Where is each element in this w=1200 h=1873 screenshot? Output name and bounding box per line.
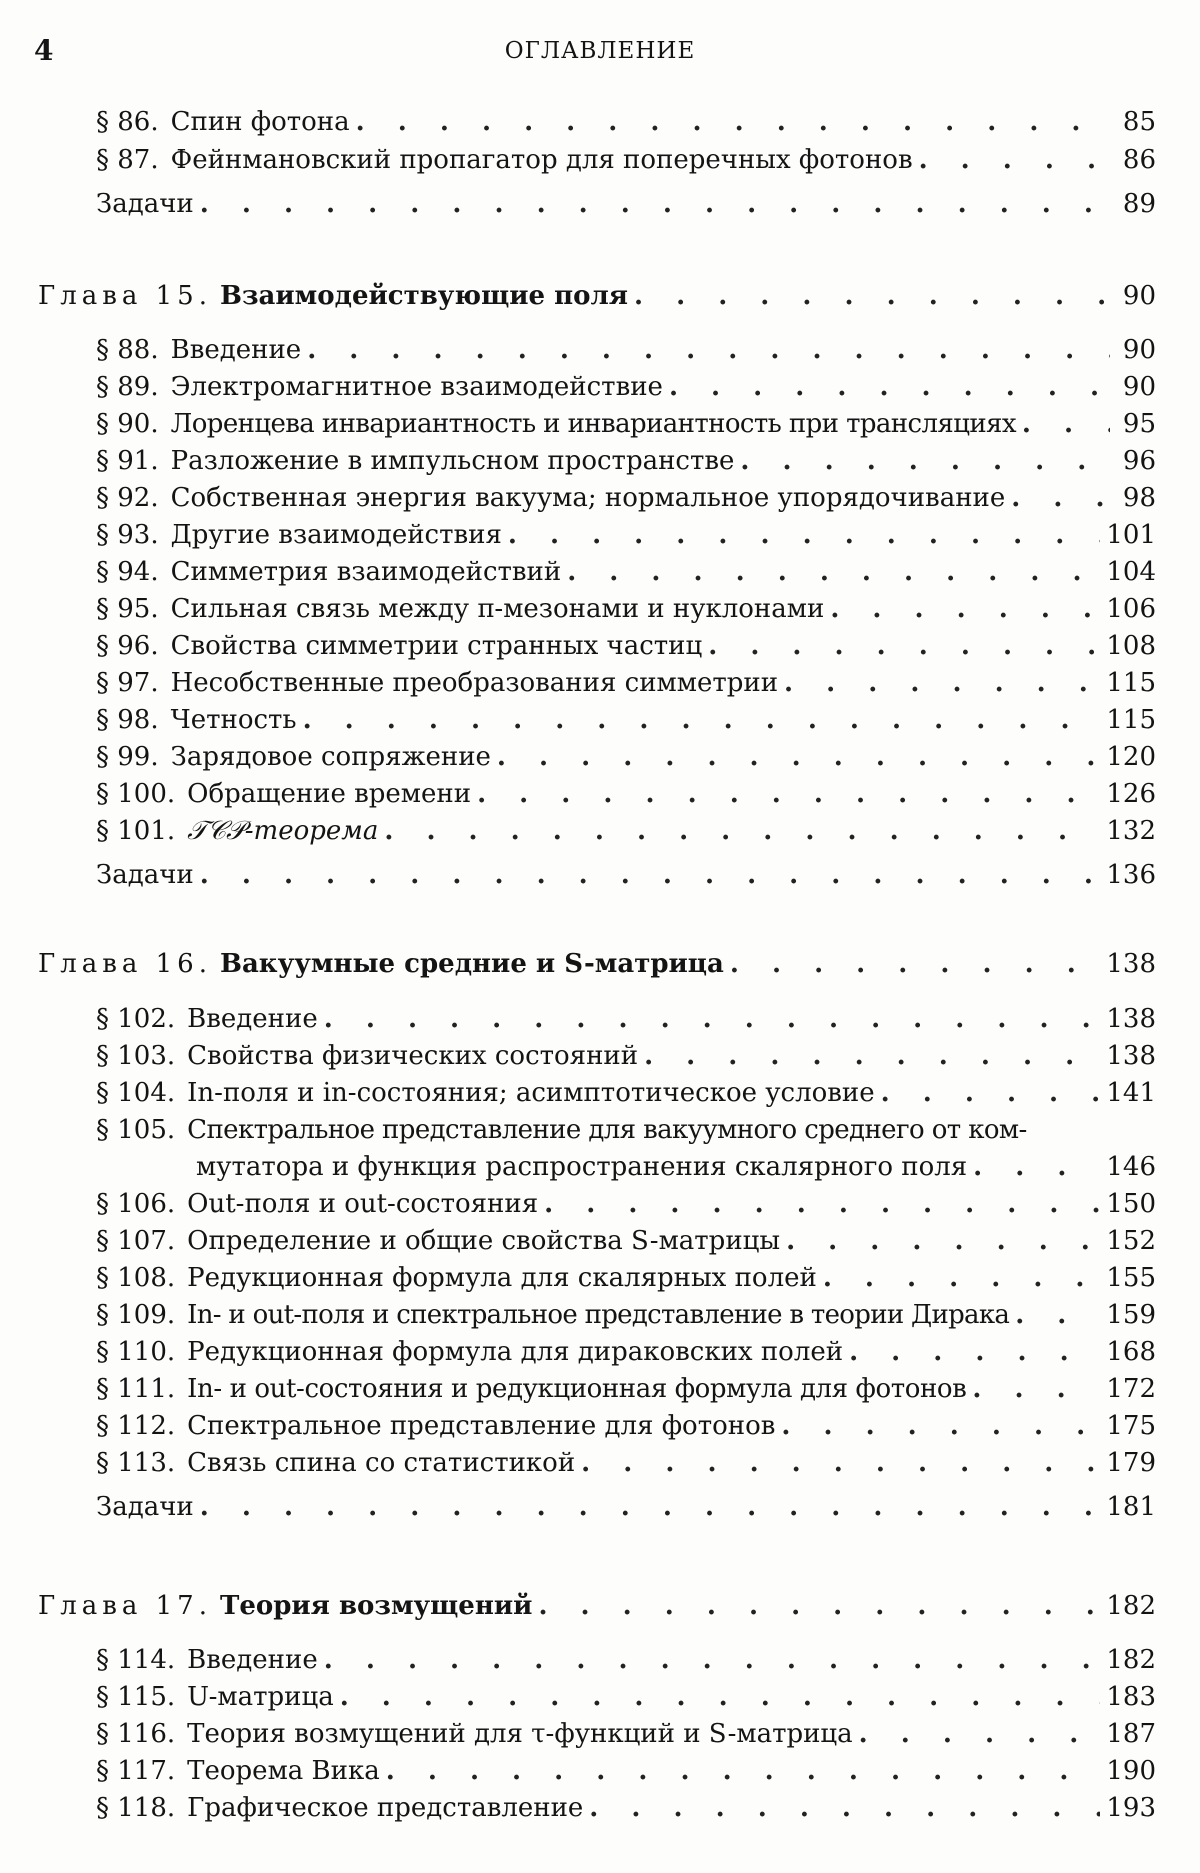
dot-leader — [919, 144, 1110, 176]
dot-leader — [786, 1225, 1100, 1257]
section-number: § 93. — [96, 520, 159, 550]
toc-entry[interactable] — [96, 1447, 1156, 1479]
section-title: Спектральное представление для фотонов — [187, 1411, 776, 1441]
dot-leader — [669, 371, 1110, 403]
dot-leader — [340, 1681, 1101, 1713]
problems-title: Задачи — [96, 860, 194, 890]
toc-entry[interactable] — [96, 445, 1156, 477]
toc-chapter-heading[interactable] — [38, 280, 1156, 312]
dot-leader — [730, 948, 1101, 980]
section-title: Разложение в импульсном пространстве — [170, 446, 735, 476]
section-number: § 91. — [96, 446, 159, 476]
toc-entry[interactable] — [96, 630, 1156, 662]
dot-leader — [307, 334, 1110, 366]
page-ref: 104 — [1106, 557, 1156, 587]
section-number: § 96. — [96, 631, 159, 661]
page-ref: 138 — [1106, 949, 1156, 979]
dot-leader — [303, 704, 1101, 736]
page-ref: 120 — [1106, 742, 1156, 772]
page-ref: 152 — [1106, 1226, 1156, 1256]
problems-title: Задачи — [96, 1492, 194, 1522]
toc-entry[interactable] — [96, 1410, 1156, 1442]
section-title: Зарядовое сопряжение — [170, 742, 491, 772]
page-ref: 101 — [1106, 520, 1156, 550]
section-title: Спектральное представление для вакуумного среднего от ком- — [187, 1115, 1027, 1145]
section-number: § 106. — [96, 1189, 176, 1219]
dot-leader — [849, 1336, 1100, 1368]
toc-entry[interactable] — [96, 741, 1156, 773]
section-number: § 108. — [96, 1263, 176, 1293]
page-ref: 159 — [1106, 1300, 1156, 1330]
section-number: § 114. — [96, 1645, 176, 1675]
toc-entry[interactable] — [96, 815, 1156, 847]
section-number: § 101. — [96, 816, 176, 846]
section-title: Собственная энергия вакуума; нормальное упорядочивание — [170, 483, 1006, 513]
section-title: Теорема Вика — [187, 1756, 380, 1786]
toc-entry[interactable] — [96, 704, 1156, 736]
dot-leader — [200, 188, 1110, 220]
section-title: Несобственные преобразования симметрии — [170, 668, 779, 698]
page-ref: 106 — [1106, 594, 1156, 624]
dot-leader — [634, 280, 1110, 312]
toc-entry[interactable] — [96, 1188, 1156, 1220]
section-number: § 89. — [96, 372, 159, 402]
section-title: U-матрица — [187, 1682, 334, 1712]
toc-entry-continuation[interactable] — [96, 1151, 1156, 1183]
section-title: In- и out-поля и спектральное представление в теории Дирака — [187, 1300, 1010, 1330]
section-title: Введение — [187, 1645, 318, 1675]
page-ref: 175 — [1106, 1411, 1156, 1441]
dot-leader — [200, 859, 1101, 891]
page-ref: 95 — [1122, 409, 1156, 439]
page-ref: 138 — [1106, 1041, 1156, 1071]
chapter-title: Вакуумные средние и S-матрица — [219, 949, 724, 979]
dot-leader — [538, 1590, 1100, 1622]
section-number: § 88. — [96, 335, 159, 365]
page-ref: 179 — [1106, 1448, 1156, 1478]
section-number: § 86. — [96, 107, 159, 137]
page-ref: 183 — [1106, 1682, 1156, 1712]
chapter-title: Теория возмущений — [219, 1591, 533, 1621]
toc-entry[interactable] — [96, 593, 1156, 625]
page-ref: 168 — [1106, 1337, 1156, 1367]
section-title: Другие взаимодействия — [170, 520, 502, 550]
section-number: § 113. — [96, 1448, 176, 1478]
section-title: Связь спина со статистикой — [187, 1448, 576, 1478]
dot-leader — [544, 1188, 1100, 1220]
section-title: Обращение времени — [187, 779, 472, 809]
dot-leader — [781, 1410, 1100, 1442]
section-number: § 117. — [96, 1756, 176, 1786]
page-ref: 187 — [1106, 1719, 1156, 1749]
section-number: § 87. — [96, 145, 159, 175]
dot-leader — [508, 519, 1100, 551]
toc-entry[interactable] — [96, 1077, 1156, 1109]
section-title: Симметрия взаимодействий — [170, 557, 562, 587]
chapter-title: Взаимодействующие поля — [219, 281, 628, 311]
section-title: Фейнмановский пропагатор для поперечных фотонов — [170, 145, 913, 175]
dot-leader — [740, 445, 1110, 477]
section-number: § 97. — [96, 668, 159, 698]
toc-entry[interactable] — [96, 144, 1156, 176]
page-number: 4 — [34, 34, 54, 67]
page-ref: 115 — [1106, 668, 1156, 698]
page-ref: 90 — [1122, 335, 1156, 365]
section-title: Теория возмущений для τ-функций и S-матрица — [187, 1719, 853, 1749]
section-number: § 99. — [96, 742, 159, 772]
section-title: Свойства симметрии странных частиц — [170, 631, 703, 661]
section-title: Электромагнитное взаимодействие — [170, 372, 663, 402]
toc-entry[interactable] — [96, 334, 1156, 366]
section-number: § 110. — [96, 1337, 176, 1367]
page-ref: 90 — [1122, 372, 1156, 402]
page-ref: 90 — [1122, 281, 1156, 311]
section-title: In-поля и in-состояния; асимптотическое условие — [187, 1078, 875, 1108]
section-title: Графическое представление — [187, 1793, 584, 1823]
section-title: Редукционная формула для дираковских полей — [187, 1337, 844, 1367]
page-ref: 138 — [1106, 1004, 1156, 1034]
page-ref: 141 — [1106, 1078, 1156, 1108]
chapter-label: Глава 16. — [38, 949, 212, 979]
section-title: Свойства физических состояний — [187, 1041, 639, 1071]
toc-entry[interactable] — [96, 1336, 1156, 1368]
toc-entry[interactable] — [96, 1792, 1156, 1824]
toc-chapter-heading[interactable] — [38, 948, 1156, 980]
dot-leader — [830, 593, 1100, 625]
toc-entry[interactable] — [96, 1262, 1156, 1294]
toc-entry[interactable] — [96, 1373, 1156, 1405]
page-ref: 146 — [1106, 1152, 1156, 1182]
dot-leader — [324, 1644, 1101, 1676]
page-ref: 108 — [1106, 631, 1156, 661]
section-number: § 115. — [96, 1682, 176, 1712]
section-title: Сильная связь между π-мезонами и нуклонами — [170, 594, 825, 624]
page-ref: 86 — [1122, 145, 1156, 175]
section-number: § 111. — [96, 1374, 176, 1404]
toc-entry[interactable] — [96, 1718, 1156, 1750]
dot-leader — [386, 1755, 1101, 1787]
dot-leader — [200, 1491, 1101, 1523]
toc-entry[interactable] — [96, 1299, 1156, 1331]
page-ref: 89 — [1122, 189, 1156, 219]
dot-leader — [859, 1718, 1101, 1750]
toc-entry[interactable] — [96, 106, 1156, 138]
dot-leader — [567, 556, 1100, 588]
chapter-label: Глава 15. — [38, 281, 212, 311]
page-ref: 181 — [1106, 1492, 1156, 1522]
section-number: § 92. — [96, 483, 159, 513]
section-title: 𝒯𝒞𝒫-теорема — [187, 816, 379, 846]
toc-problems-entry[interactable] — [96, 188, 1156, 220]
section-title: Введение — [187, 1004, 318, 1034]
section-title: Определение и общие свойства S-матрицы — [187, 1226, 781, 1256]
page-ref: 190 — [1106, 1756, 1156, 1786]
toc-entry[interactable] — [96, 1225, 1156, 1257]
problems-title: Задачи — [96, 189, 194, 219]
toc-entry[interactable] — [96, 1755, 1156, 1787]
dot-leader — [972, 1373, 1100, 1405]
toc-entry[interactable] — [96, 1003, 1156, 1035]
section-number: § 118. — [96, 1793, 176, 1823]
toc-entry[interactable] — [96, 1040, 1156, 1072]
section-number: § 94. — [96, 557, 159, 587]
dot-leader — [823, 1262, 1101, 1294]
toc-entry[interactable] — [96, 1681, 1156, 1713]
section-title: Четность — [170, 705, 297, 735]
page-ref: 85 — [1122, 107, 1156, 137]
dot-leader — [497, 741, 1100, 773]
section-number: § 109. — [96, 1300, 176, 1330]
section-number: § 107. — [96, 1226, 176, 1256]
section-title: Редукционная формула для скалярных полей — [187, 1263, 817, 1293]
page-ref: 172 — [1106, 1374, 1156, 1404]
toc-entry[interactable] — [96, 371, 1156, 403]
dot-leader — [784, 667, 1100, 699]
toc-entry[interactable] — [96, 778, 1156, 810]
section-title: In- и out-состояния и редукционная формула для фотонов — [187, 1374, 967, 1404]
page-ref: 126 — [1106, 779, 1156, 809]
toc-entry[interactable] — [96, 482, 1156, 514]
section-number: § 100. — [96, 779, 176, 809]
dot-leader — [1022, 408, 1110, 440]
page-ref: 115 — [1106, 705, 1156, 735]
chapter-label: Глава 17. — [38, 1591, 212, 1621]
page-ref: 182 — [1106, 1591, 1156, 1621]
page-ref: 155 — [1106, 1263, 1156, 1293]
page-ref: 150 — [1106, 1189, 1156, 1219]
section-title: Out-поля и out-состояния — [187, 1189, 539, 1219]
page-ref: 98 — [1122, 483, 1156, 513]
section-title-continued: мутатора и функция распространения скалярного поля — [196, 1152, 968, 1182]
page-ref: 132 — [1106, 816, 1156, 846]
section-number: § 103. — [96, 1041, 176, 1071]
section-title: Лоренцева инвариантность и инвариантность при трансляциях — [170, 409, 1016, 439]
toc-entry[interactable] — [96, 667, 1156, 699]
page-ref: 96 — [1122, 446, 1156, 476]
toc-entry[interactable] — [96, 408, 1156, 440]
section-number: § 95. — [96, 594, 159, 624]
section-number: § 105. — [96, 1115, 176, 1145]
dot-leader — [581, 1447, 1100, 1479]
dot-leader — [324, 1003, 1101, 1035]
running-title: ОГЛАВЛЕНИЕ — [504, 38, 696, 64]
section-number: § 102. — [96, 1004, 176, 1034]
section-number: § 98. — [96, 705, 159, 735]
toc-problems-entry[interactable] — [96, 1491, 1156, 1523]
dot-leader — [973, 1151, 1100, 1183]
section-number: § 116. — [96, 1719, 176, 1749]
dot-leader — [1011, 482, 1110, 514]
page-ref: 182 — [1106, 1645, 1156, 1675]
dot-leader — [477, 778, 1100, 810]
page-ref: 136 — [1106, 860, 1156, 890]
section-title: Спин фотона — [170, 107, 350, 137]
toc-problems-entry[interactable] — [96, 859, 1156, 891]
toc-entry[interactable] — [96, 1114, 1156, 1146]
section-number: § 112. — [96, 1411, 176, 1441]
section-number: § 90. — [96, 409, 159, 439]
dot-leader — [644, 1040, 1100, 1072]
toc-entry[interactable] — [96, 556, 1156, 588]
dot-leader — [1015, 1299, 1100, 1331]
page-ref: 193 — [1106, 1793, 1156, 1823]
toc-chapter-heading[interactable] — [38, 1590, 1156, 1622]
dot-leader — [708, 630, 1100, 662]
dot-leader — [589, 1792, 1100, 1824]
section-title: Введение — [170, 335, 302, 365]
dot-leader — [356, 106, 1110, 138]
dot-leader — [384, 815, 1100, 847]
dot-leader — [881, 1077, 1101, 1109]
toc-entry[interactable] — [96, 519, 1156, 551]
section-number: § 104. — [96, 1078, 176, 1108]
toc-entry[interactable] — [96, 1644, 1156, 1676]
